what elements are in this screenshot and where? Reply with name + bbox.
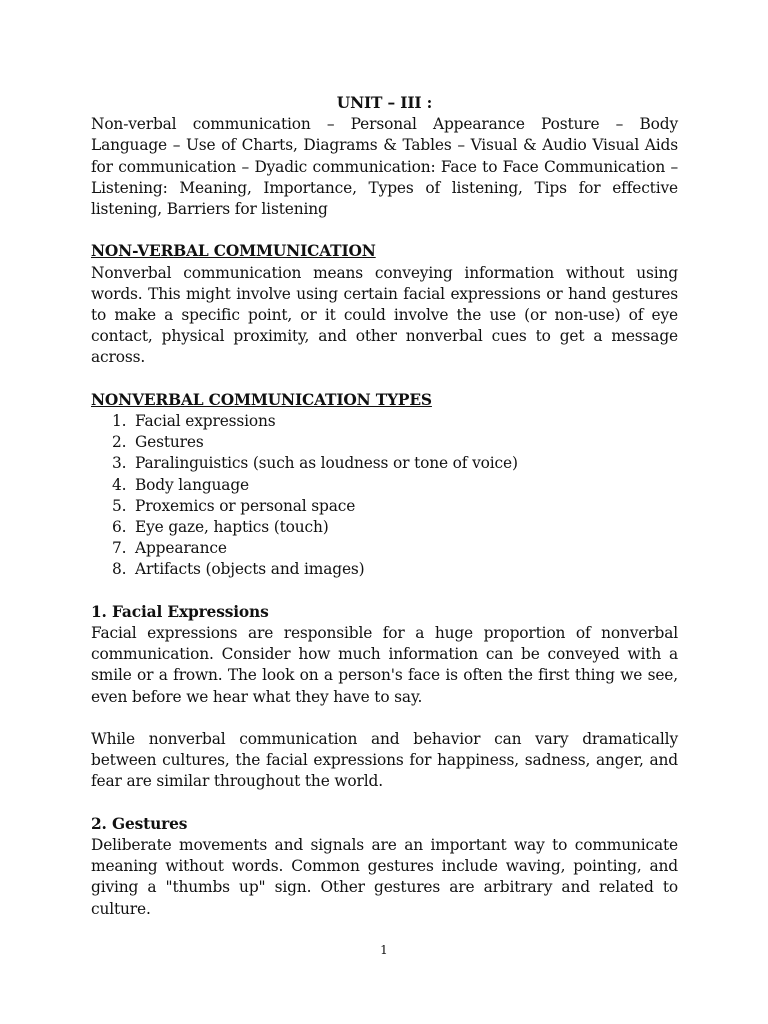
document-page bbox=[91, 93, 678, 920]
list-item: 1. Facial expressions bbox=[112, 412, 276, 431]
section-heading-gestures: 2. Gestures bbox=[91, 814, 188, 833]
list-item: 2. Gestures bbox=[112, 433, 204, 452]
facial-paragraph-2: While nonverbal communication and behavior can vary dramatically between cultures, the facial expressions for happiness, sadness, anger, and fear are similar throughout the world. bbox=[91, 730, 678, 791]
gestures-paragraph-1: Deliberate movements and signals are an important way to communicate meaning without words. Common gestures include waving, pointing, and giving a "thumbs up" sign. Other gestures are arbitrary and related to culture. bbox=[91, 836, 678, 918]
nonverbal-paragraph: Nonverbal communication means conveying information without using words. This might involve using certain facial expressions or hand gestures to make a specific point, or it could involve the use (or non-use) of eye contact, physical proximity, and other nonverbal cues to get a message across. bbox=[91, 263, 678, 367]
list-item: 4. Body language bbox=[112, 475, 249, 494]
list-item: 6. Eye gaze, haptics (touch) bbox=[112, 518, 329, 537]
section-heading-facial: 1. Facial Expressions bbox=[91, 602, 269, 621]
page-number: 1 bbox=[380, 943, 388, 957]
list-item: 8. Artifacts (objects and images) bbox=[112, 560, 365, 579]
section-heading-nonverbal: NON-VERBAL COMMUNICATION bbox=[91, 242, 376, 261]
list-item: 3. Paralinguistics (such as loudness or tone of voice) bbox=[112, 454, 518, 473]
types-list bbox=[91, 411, 678, 581]
facial-paragraph-1: Facial expressions are responsible for a huge proportion of nonverbal communication. Consider how much information can be conveyed with a smile or a frown. The look on a person's face is often the first thing we see, even before we hear what they have to say. bbox=[91, 624, 678, 706]
section-heading-types: NONVERBAL COMMUNICATION TYPES bbox=[91, 390, 432, 409]
list-item: 5. Proxemics or personal space bbox=[112, 496, 356, 515]
unit-title: UNIT – III : bbox=[336, 94, 433, 112]
unit-syllabus: Non-verbal communication – Personal Appearance Posture – Body Language – Use of Charts, Diagrams & Tables – Visual & Audio Visual Aids for communication – Dyadic communication: Face to Face Communication – Listening: Meaning, Importance, Types of listening, Tips for effective listening, Barriers for listening bbox=[91, 115, 678, 219]
list-item: 7. Appearance bbox=[112, 539, 227, 558]
